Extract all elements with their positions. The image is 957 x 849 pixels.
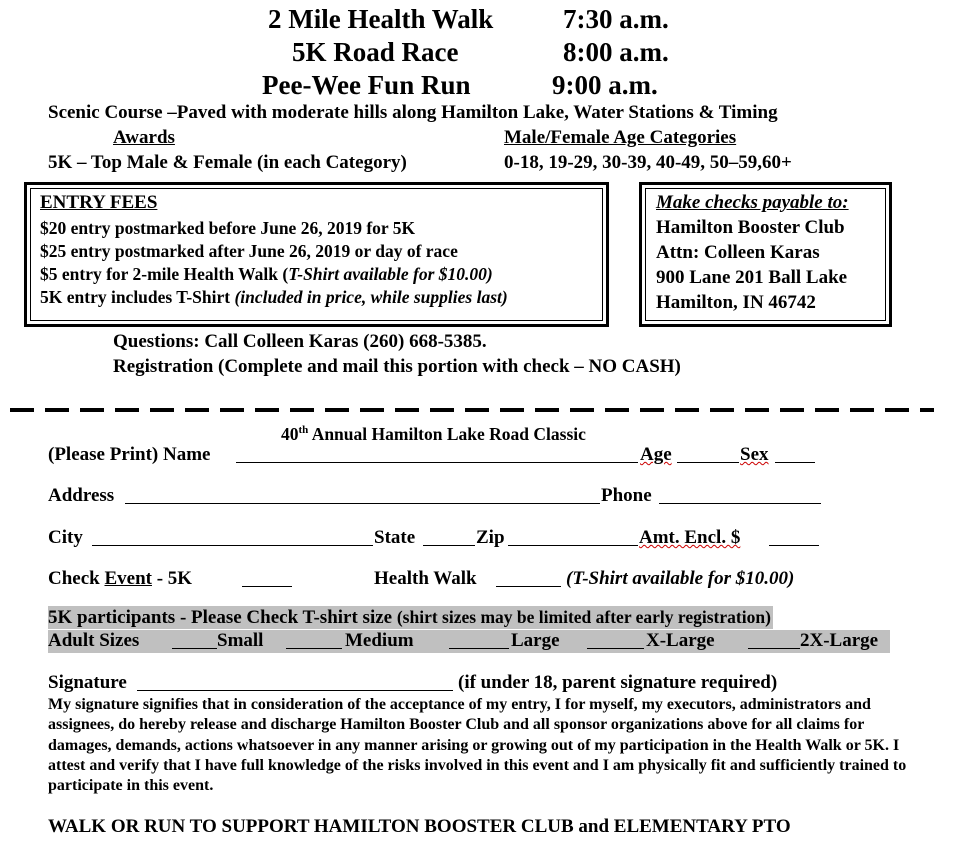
questions-text: Questions: Call Colleen Karas (260) 668-5385.: [113, 331, 487, 352]
name-field[interactable]: [236, 462, 638, 463]
age-categories-text: 0-18, 19-29, 30-39, 40-49, 50–59,60+: [504, 152, 792, 173]
amount-enclosed-field[interactable]: [769, 545, 819, 546]
event-name-funrun: Pee-Wee Fun Run: [262, 70, 471, 100]
5k-checkbox-line[interactable]: [242, 586, 292, 587]
fee-line-4: 5K entry includes T-Shirt (included in price, while supplies last): [40, 287, 508, 307]
event-name-5k: 5K Road Race: [292, 37, 459, 67]
signature-note: (if under 18, parent signature required): [458, 672, 778, 693]
adult-sizes-label: Adult Sizes: [48, 630, 140, 651]
health-walk-checkbox-line[interactable]: [496, 586, 561, 587]
city-field[interactable]: [92, 545, 373, 546]
checks-line-4: Hamilton, IN 46742: [656, 292, 816, 313]
shirt-size-row: [48, 630, 890, 653]
size-medium: Medium: [345, 630, 414, 651]
event-time-5k: 8:00 a.m.: [563, 37, 669, 67]
form-title: 40th Annual Hamilton Lake Road Classic: [281, 423, 586, 444]
zip-field[interactable]: [508, 545, 638, 546]
phone-label: Phone: [601, 485, 652, 506]
medium-line[interactable]: [286, 648, 342, 649]
check-event-label: Check Event - 5K: [48, 568, 193, 589]
name-label: (Please Print) Name: [48, 444, 211, 465]
fee-line-1: $20 entry postmarked before June 26, 2019 for 5K: [40, 218, 416, 238]
address-label: Address: [48, 485, 115, 506]
health-walk-label: Health Walk: [374, 568, 477, 589]
event-time-walk: 7:30 a.m.: [563, 4, 669, 34]
checks-heading: Make checks payable to:: [656, 192, 849, 213]
small-line[interactable]: [172, 648, 217, 649]
sex-field[interactable]: [775, 462, 815, 463]
amt-word: Amt. Encl. $: [639, 527, 741, 548]
sex-label: Sex: [740, 444, 769, 465]
zip-label: Zip: [476, 527, 505, 548]
course-description: Scenic Course –Paved with moderate hills along Hamilton Lake, Water Stations & Timing: [48, 102, 778, 123]
awards-text: 5K – Top Male & Female (in each Category): [48, 152, 407, 173]
state-field[interactable]: [423, 545, 475, 546]
phone-field[interactable]: [659, 503, 821, 504]
entry-fees-heading: ENTRY FEES: [40, 192, 158, 213]
age-label: Age: [640, 444, 672, 465]
awards-heading: Awards: [113, 127, 175, 148]
size-2xlarge: 2X-Large: [800, 630, 879, 651]
waiver-text: My signature signifies that in consideration of the acceptance of my entry, I for myself, my executors, administrators and assignees, do hereby release and discharge Hamilton Booster Club and all sponsor organizations above for all claims for damages, demands, actions whatsoever in any manner arising or growing out of my participation in the Health Walk or 5K. I attest and verify that I have full knowledge of the risks involved in this event and I am physically fit and sufficiently trained to participate in this event.: [48, 696, 907, 795]
shirt-size-heading: 5K participants - Please Check T-shirt size (shirt sizes may be limited after early registration): [48, 607, 771, 628]
signature-field[interactable]: [137, 690, 453, 691]
2xlarge-line[interactable]: [748, 648, 800, 649]
size-small: Small: [217, 630, 264, 651]
footer-slogan: WALK OR RUN TO SUPPORT HAMILTON BOOSTER CLUB and ELEMENTARY PTO: [48, 816, 791, 837]
fee-line-2: $25 entry postmarked after June 26, 2019 or day of race: [40, 241, 458, 261]
size-large: Large: [511, 630, 560, 651]
state-label: State: [374, 527, 416, 548]
xlarge-line[interactable]: [587, 648, 644, 649]
size-xlarge: X-Large: [646, 630, 715, 651]
checks-line-1: Hamilton Booster Club: [656, 217, 845, 238]
checks-line-2: Attn: Colleen Karas: [656, 242, 820, 263]
amount-enclosed-label: [639, 527, 740, 549]
checks-line-3: 900 Lane 201 Ball Lake: [656, 267, 848, 288]
signature-label: Signature: [48, 672, 127, 693]
age-categories-heading: Male/Female Age Categories: [504, 127, 737, 148]
large-line[interactable]: [449, 648, 509, 649]
event-name-walk: 2 Mile Health Walk: [268, 4, 494, 34]
address-field[interactable]: [125, 503, 600, 504]
age-field[interactable]: [677, 462, 739, 463]
registration-instruction: Registration (Complete and mail this portion with check – NO CASH): [113, 356, 681, 377]
fee-line-3: $5 entry for 2-mile Health Walk (T-Shirt available for $10.00): [40, 264, 493, 284]
event-time-funrun: 9:00 a.m.: [552, 70, 658, 100]
tshirt-note: (T-Shirt available for $10.00): [566, 568, 795, 589]
city-label: City: [48, 527, 83, 548]
